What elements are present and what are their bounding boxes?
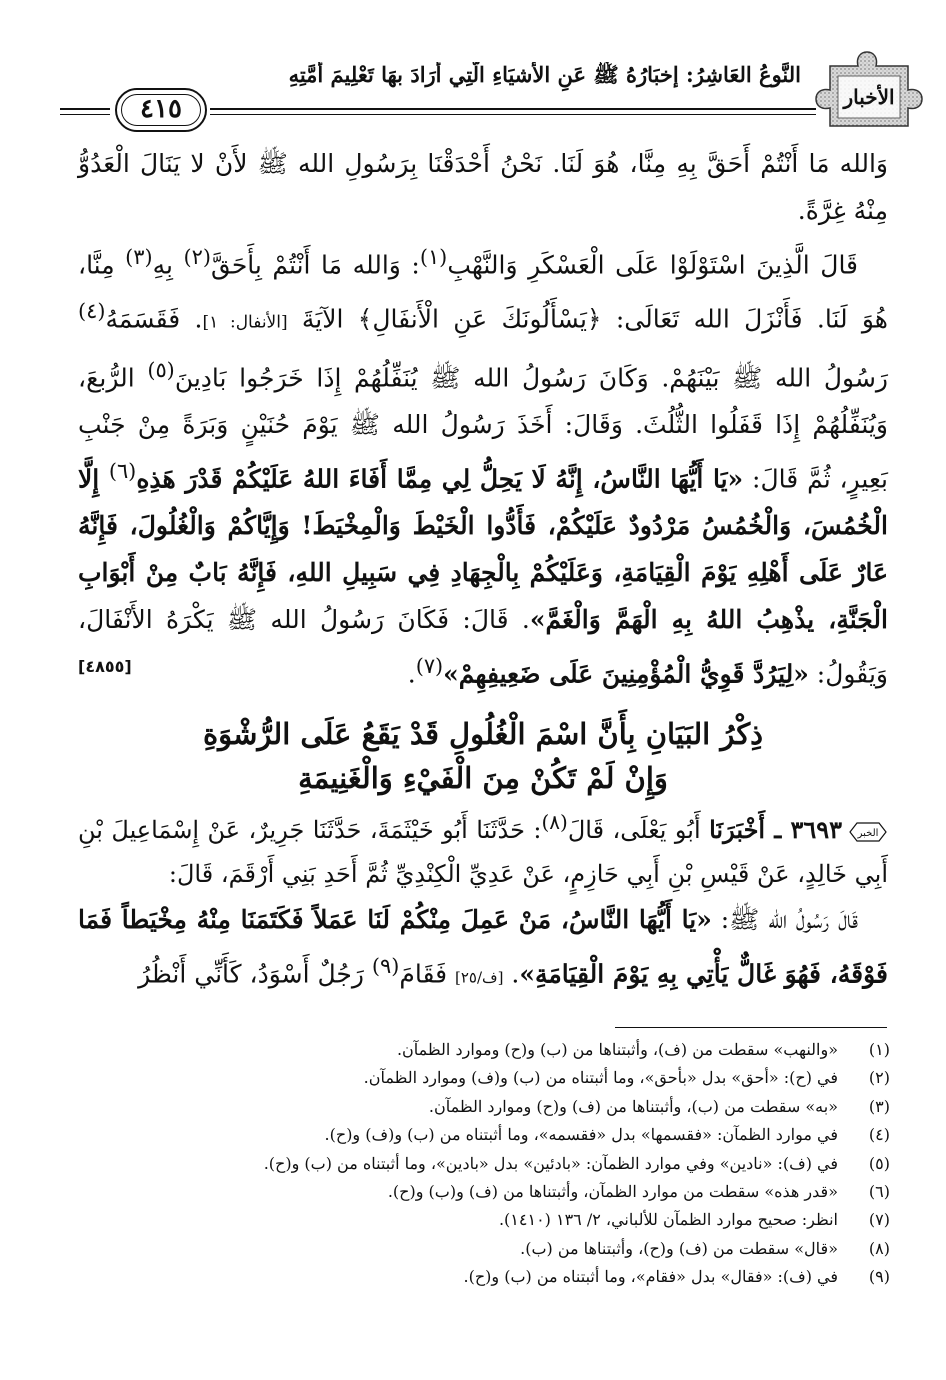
prophetic-speech: إِلَّا الْخُمُسَ، وَالْخُمُسُ مَرْدُودٌ عَلَيْكُمْ، فَأَدُّوا الْخَيْطَ وَالْمِخْيَطَ! وَإِيَّاكُمْ وَالْغُلُولَ، فَإِنَّهُ عَارٌ عَلَى أَهْلِهِ يَوْمَ الْقِيَامَةِ، وَعَلَيْكُمْ بِالْجِهَادِ فِي سَبِيلِ اللهِ، فَإِنَّهُ بَابٌ مِنْ أَبْوَابِ الْجَنَّةِ، يذْهِبُ اللهُ بِهِ الْهَمَّ وَالْغَمَّ» (78, 464, 888, 635)
footnote-number: (٤) (868, 1125, 890, 1145)
footnote-text: «والنهب» سقطت من (ف)، وأثبتناها من (ب) و(ح) وموارد الظمآن. (396, 1040, 838, 1059)
footnote-text: انظر: صحيح موارد الظمآن للألباني، ٢/ ١٣٦ (١٤١٠). (498, 1210, 838, 1230)
footnote-ref-7: (٧) (415, 654, 444, 679)
page-header (60, 48, 926, 138)
footnote-item (78, 1121, 890, 1149)
footnote-number: (٨) (868, 1238, 890, 1258)
footnote-text: في موارد الظمآن: «فقسمها» بدل «فقسمه»، وما أثبتناه من (ب) و(ف) و(ح). (324, 1125, 838, 1145)
quran-citation: [الأنفال: ١] (202, 312, 288, 333)
text-run: فَقَامَ (399, 959, 455, 989)
footnote-text: في (ح): «أحق» بدل «بأحق»، وما أثبتناه من (ب) و(ف) وموارد الظمآن. (363, 1068, 838, 1088)
heading-line-1: ذِكْرُ البَيَانِ بِأَنَّ اسْمَ الْغُلُولِ قَدْ يَقَعُ عَلَى الرُّشْوَةِ (202, 717, 764, 751)
running-title: النَّوعُ العَاشِرُ: إخبَارُهُ ﷺ عَنِ الأشيَاءِ الَّتِي أَرَادَ بهَا تَعْلِيمَ أُمَّتِهِ (288, 62, 801, 87)
text-run: . (503, 959, 520, 989)
text-run: . فَقَسَمَهُ (105, 304, 203, 334)
isnad (78, 800, 888, 896)
page-number: ٤١٥ (115, 88, 207, 132)
footnote-ref-5: (٥) (147, 357, 175, 382)
prophetic-speech: «يَا أَيُّهَا النَّاسُ، مَنْ عَمِلَ مِنْكُمْ لَنَا عَمَلاً فَكَتَمَنَا مِنْهُ مِخْيَطاً فَمَا فَوْقَهُ، فَهُوَ غَالٌّ يَأْتِي بِهِ يَوْمَ الْقِيَامَةِ» (78, 905, 888, 989)
hadith-block (78, 800, 888, 1001)
header-rule-thin (210, 114, 816, 115)
prophetic-speech: «لِيَرُدَّ قَوِيُّ الْمُؤْمِنِينَ عَلَى ضَعِيفِهِمْ» (443, 659, 809, 689)
paragraph-1: وَالله مَا أَنْتُمْ أَحَقَّ بِهِ مِنَّا، هُوَ لَنَا. نَحْنُ أَحْدَقْنَا بِرَسُولِ الله ﷺ لأَنْ لا يَنَالَ الْعَدُوُّ مِنْهُ غِرَّةً. (78, 149, 888, 225)
footnote-number: (٢) (868, 1068, 890, 1088)
footnote-divider (615, 1027, 887, 1028)
paragraph-2 (78, 234, 888, 698)
footnote-number: (١) (868, 1040, 890, 1059)
text-run: مِنَّا، هُوَ لَنَا. فَأَنْزَلَ الله تَعَالَى: ﴿يَسْأَلُونَكَ عَنِ الْأَنفَالِ﴾ الآيَةَ (78, 250, 888, 334)
text-run: رَسُولُ الله ﷺ بَيْنَهُمْ. وَكَانَ رَسُولُ الله ﷺ يُنَفِّلُهُمْ إِذَا خَرَجُوا بَادِينَ (174, 362, 888, 392)
footnote-number: (٦) (868, 1182, 890, 1202)
footnote-item (78, 1235, 890, 1263)
footnote-item (78, 1093, 890, 1121)
header-rule-left-thin (60, 114, 110, 115)
text-run: بِهِ (152, 250, 184, 280)
section-label: الأخبار (843, 85, 895, 109)
footnote-text: في (ف): «نادين» وفي موارد الظمآن: «بادئين» بدل «بادين»، وما أثبتناه من (ب) و(ح). (263, 1153, 838, 1173)
footnote-ref-1: (١) (419, 245, 448, 269)
text-run: الرُّبعَ، وَيُنَفِّلُهُمْ إِذَا قَفَلُوا الثُّلُثَ. وَقَالَ: أَخَذَ رَسُولُ الله ﷺ يَوْمَ حُنَيْنٍ وَبَرَةً مِنْ جَنْبِ بَعِيرٍ، ثُمَّ قَالَ: (78, 362, 888, 494)
akhbarana-icon (848, 821, 888, 843)
footnote-text: «قال» سقطت من (ف) و(ح)، وأثبتناها من (ب). (520, 1238, 838, 1258)
footnote-ref-6: (٦) (108, 458, 137, 483)
main-text (78, 140, 888, 698)
icon-label: الخبر (857, 827, 879, 839)
footnote-item (78, 1206, 890, 1234)
text-run: . قَالَ: فَكَانَ رَسُولُ الله ﷺ يَكْرَهُ الأَنْفَالَ، وَيَقُولُ: (78, 605, 888, 689)
matn (78, 896, 888, 1001)
footnote-ref-2: (٢) (183, 245, 211, 269)
footnote-ref-8: (٨) (541, 810, 568, 834)
footnote-number: (٥) (868, 1153, 890, 1173)
footnote-ref-4: (٤) (78, 299, 106, 324)
footnote-number: (٣) (868, 1096, 890, 1116)
folio-marker: [ف/٢٥] (455, 968, 504, 987)
footnote-item (78, 1036, 890, 1064)
footnote-text: في (ف): «فقال» بدل «فقام»، وما أثبتناه من (ب) و(ح). (463, 1267, 838, 1287)
text-run: قَالَ الَّذِينَ اسْتَوْلَوْا عَلَى الْعَسْكَرِ وَالنَّهْبِ (447, 250, 859, 280)
hadith-ref-number: [٤٨٥٥] (78, 657, 132, 677)
text-run: : حَدَّثَنَا أَبُو خَيْثَمَةَ، حَدَّثَنَا جَرِيرٌ، عَنْ إِسْمَاعِيلَ بْنِ أَبِي خَالِدٍ، عَنْ قَيْسِ بْنِ أَبِي حَازِمٍ، عَنْ عَدِيِّ الْكِنْدِيِّ ثُمَّ أَحَدِ بَنِي أَرْقَمَ، قَالَ: (78, 816, 888, 888)
prophetic-speech: «يَا أَيُّهَا النَّاسُ، إِنَّهُ لَا يَحِلُّ لِي مِمَّا أَفَاءَ اللهُ عَلَيْكُمْ قَدْرَ هَذِهِ (136, 464, 744, 494)
footnote-item (78, 1150, 890, 1178)
footnote-text: «قدر هذه» سقطت من موارد الظمآن، وأثبتناها من (ف) و(ب) و(ح). (387, 1182, 838, 1202)
text-run: رَجُلٌ أَسْوَدُ، كَأَنِّي أَنْظُرُ (138, 959, 372, 989)
text-run: : وَالله مَا أَنْتُمْ بِأَحَقَّ (211, 250, 420, 280)
footnote-number: (٩) (868, 1267, 890, 1287)
footnote-item (78, 1064, 890, 1092)
puzzle-piece-icon (808, 48, 926, 130)
footnotes (78, 1036, 890, 1292)
footnote-ref-9: (٩) (371, 954, 400, 978)
text-run: . (407, 659, 416, 689)
text-run: أَبُو يَعْلَى، قَالَ (567, 816, 710, 844)
footnote-ref-3: (٣) (125, 245, 153, 269)
footnote-item (78, 1178, 890, 1206)
header-rule (210, 108, 816, 110)
chapter-heading (78, 712, 888, 800)
header-rule-left (60, 108, 110, 110)
text-run: قَالَ رَسُولُ الله ﷺ: (711, 905, 858, 934)
hadith-number: ٣٦٩٣ ـ أَخْبَرَنَا (709, 815, 842, 844)
footnote-item (78, 1263, 890, 1291)
footnote-text: «به» سقطت من (ب)، وأثبتناها من (ف) و(ح) وموارد الظمآن. (428, 1096, 838, 1116)
heading-line-2: وَإِنْ لَمْ تَكُنْ مِنَ الْفَيْءِ وَالْغَنِيمَةِ (298, 761, 668, 795)
footnote-number: (٧) (868, 1210, 890, 1230)
